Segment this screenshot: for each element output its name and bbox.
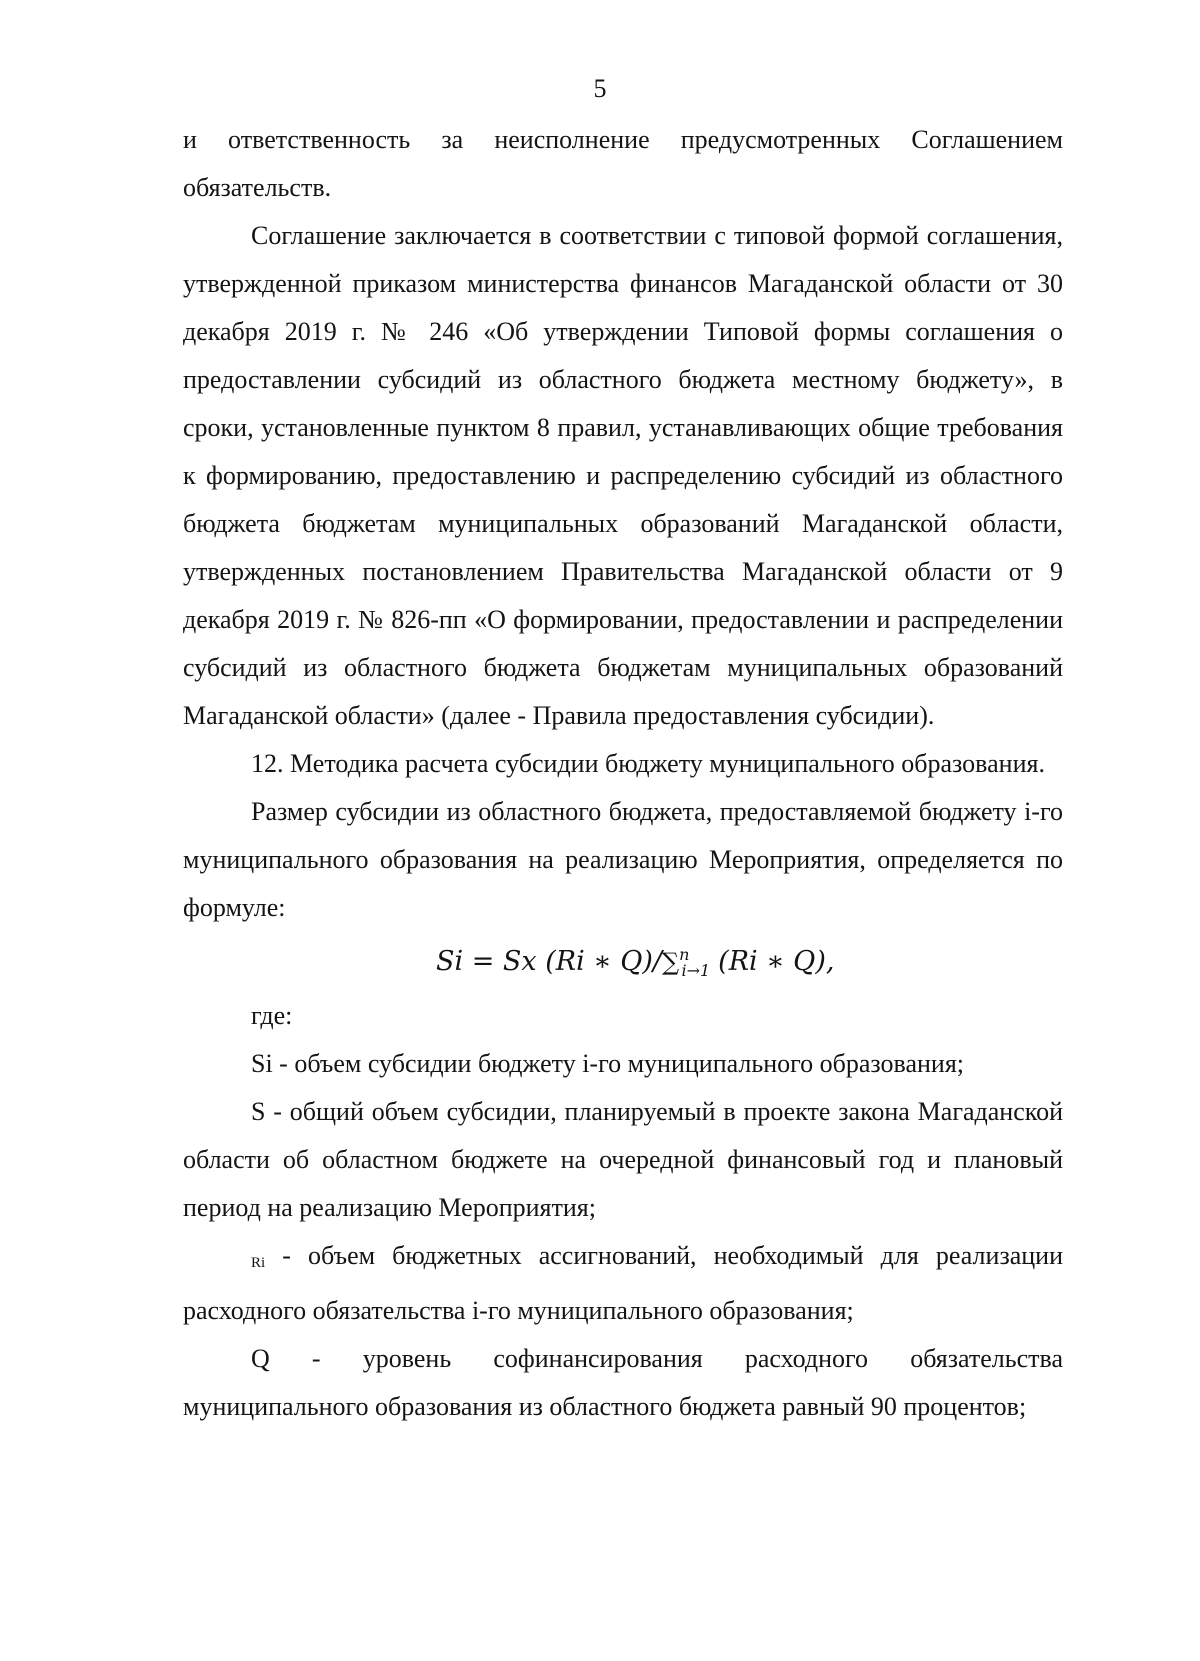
formula-left: Si = Sx (Ri ∗ Q)/ [436,946,663,977]
paragraph-agreement: Соглашение заключается в соответствии с типовой формой соглашения, утвержденной приказом министерства финансов Магаданской области от 30 декабря 2019 г. № 246 «Об утверждении Типовой формы соглашения о предоставлении субсидий из областного бюджета местному бюджету», в сроки, установленные пунктом 8 правил, устанавливающих общие требования к формированию, предоставлению и распределению субсидий из областного бюджета бюджетам муниципальных образований Магаданской области, утвержденных постановлением Правительства Магаданской области от 9 декабря 2019 г. № 826-пп «О формировании, предоставлении и распределении субсидий из областного бюджета бюджетам муниципальных образований Магаданской области» (далее - Правила предоставления субсидии). [183,221,1063,730]
paragraph-subsidy-size: Размер субсидии из областного бюджета, предоставляемой бюджету i-го муниципального образования на реализацию Мероприятия, определяется по формуле: [183,797,1063,922]
formula-sum-upper: n [679,945,690,964]
definition-ri [183,1232,1063,1335]
definition-where: где: [251,1001,293,1030]
paragraph-method-heading: 12. Методика расчета субсидии бюджету муниципального образования. [251,749,1045,778]
subsidy-formula [183,932,1063,992]
definition-s: S - общий объем субсидии, планируемый в проекте закона Магаданской области об областном бюджете на очередной финансовый год и плановый период на реализацию Мероприятия; [183,1097,1063,1222]
formula-right: (Ri ∗ Q), [718,946,835,977]
document-body [183,116,1063,1431]
paragraph-responsibility: и ответственность за неисполнение предусмотренных Соглашением обязательств. [183,125,1063,202]
definition-q: Q - уровень софинансирования расходного обязательства муниципального образования из областного бюджета равный 90 процентов; [183,1344,1063,1421]
definition-si: Si - объем субсидии бюджету i-го муниципального образования; [251,1049,965,1078]
definition-ri-symbol: Ri [251,1255,266,1271]
definition-ri-text: - объем бюджетных ассигнований, необходимый для реализации расходного обязательства i-го муниципального образования; [183,1241,1063,1325]
page-number: 5 [593,74,607,103]
formula-sum-lower: i→1 [681,961,711,981]
formula-sum-sign: ∑ [662,948,680,976]
